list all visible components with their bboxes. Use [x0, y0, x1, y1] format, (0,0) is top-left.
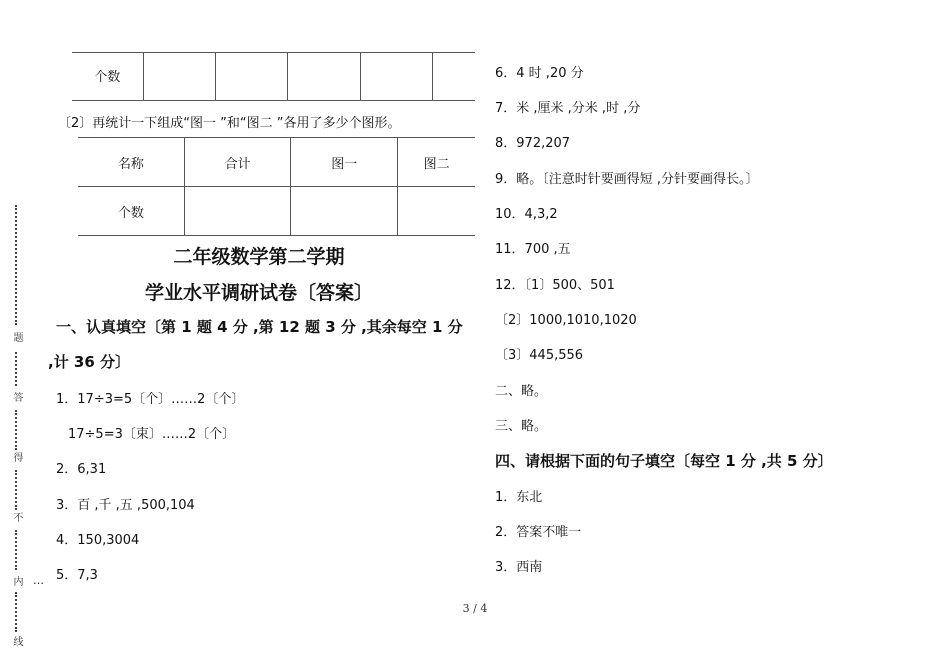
answer-item: 3．西南 — [495, 560, 543, 575]
question-2-instruction: 〔2〕再统计一下组成“图一 ”和“图二 ”各用了多少个图形。 — [58, 116, 401, 131]
binding-dotted-line — [15, 470, 17, 510]
answer-item: 8．972,207 — [495, 136, 571, 151]
binding-dotted-line — [15, 352, 17, 386]
table1-row-label: 个数 — [72, 52, 143, 100]
binding-char: 线 — [11, 636, 22, 646]
table1-cell[interactable] — [360, 52, 432, 100]
answer-item: 三、略。 — [495, 419, 548, 434]
table2-header: 图二 — [398, 138, 475, 187]
page-title-line2: 学业水平调研试卷〔答案〕 — [144, 282, 373, 304]
binding-dotted-line — [15, 410, 17, 450]
answer-item: 11．700 ,五 — [495, 242, 571, 257]
binding-dotted-line — [15, 530, 17, 570]
answer-item: 1．17÷3=5〔个〕……2〔个〕 — [56, 392, 245, 407]
table1-cell[interactable] — [143, 52, 215, 100]
answer-item: 2．答案不唯一 — [495, 525, 582, 540]
table2-cell[interactable] — [184, 187, 291, 236]
answer-item: 3．百 ,千 ,五 ,500,104 — [56, 498, 195, 513]
binding-char: 答 — [11, 392, 22, 402]
section4-heading: 四、请根据下面的句子填空〔每空 1 分 ,共 5 分〕 — [495, 452, 833, 470]
answer-item: 2．6,31 — [56, 462, 107, 477]
binding-ellipsis: … — [33, 574, 44, 587]
answer-item: 4．150,3004 — [56, 533, 140, 548]
table2-cell[interactable] — [291, 187, 398, 236]
section1-heading-line2: ,计 36 分〕 — [48, 353, 131, 371]
answer-item: 7．米 ,厘米 ,分米 ,时 ,分 — [495, 101, 641, 116]
table1-cell[interactable] — [215, 52, 287, 100]
answer-item: 〔3〕445,556 — [495, 348, 584, 363]
binding-char: 题 — [11, 332, 22, 342]
page-title-line1: 二年级数学第二学期 — [173, 246, 345, 268]
answer-item: 9．略。〔注意时针要画得短 ,分针要画得长。〕 — [495, 172, 759, 187]
table2-header: 图一 — [291, 138, 398, 187]
table1-cell[interactable] — [433, 52, 475, 100]
page-number: 3 / 4 — [462, 602, 488, 615]
answer-item: 6．4 时 ,20 分 — [495, 66, 584, 81]
answer-item: 17÷5=3〔束〕……2〔个〕 — [68, 427, 236, 442]
answer-item: 10．4,3,2 — [495, 207, 558, 222]
answer-item: 12．〔1〕500、501 — [495, 278, 615, 293]
count-table-1 — [72, 52, 475, 101]
binding-char: 得 — [11, 452, 22, 462]
binding-char: 不 — [11, 512, 22, 522]
answer-item: 1．东北 — [495, 490, 543, 505]
answer-item: 5．7,3 — [56, 568, 98, 583]
table2-cell[interactable] — [398, 187, 475, 236]
answer-item: 〔2〕1000,1010,1020 — [495, 313, 637, 328]
answer-item: 二、略。 — [495, 384, 548, 399]
table2-row-label: 个数 — [78, 187, 184, 236]
table2-header: 合计 — [184, 138, 291, 187]
count-table-2 — [78, 137, 475, 236]
table1-cell[interactable] — [288, 52, 360, 100]
table2-header: 名称 — [78, 138, 184, 187]
section1-heading-line1: 一、认真填空〔第 1 题 4 分 ,第 12 题 3 分 ,其余每空 1 分 — [56, 318, 463, 336]
binding-char: 内 — [11, 576, 22, 586]
